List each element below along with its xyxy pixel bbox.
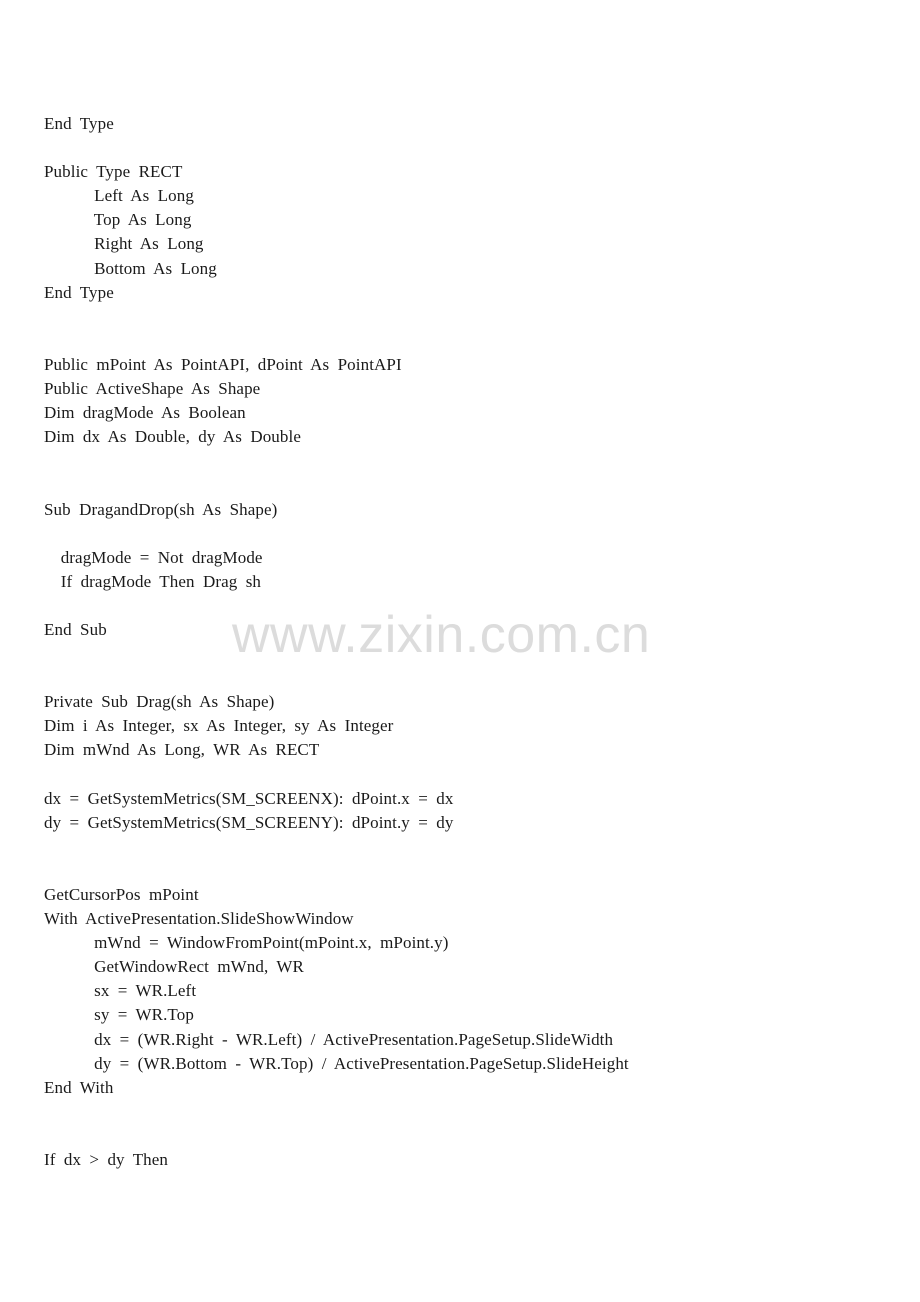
code-line: Left As Long <box>44 186 194 206</box>
code-line: dragMode = Not dragMode <box>44 547 263 567</box>
code-line: End Sub <box>44 619 107 639</box>
code-line <box>44 835 904 859</box>
watermark: www.zixin.com.cn <box>232 606 651 664</box>
code-line: End Type <box>44 282 114 302</box>
code-line: Dim mWnd As Long, WR As RECT <box>44 740 320 760</box>
code-line: dx = GetSystemMetrics(SM_SCREENX): dPoint.x = dx <box>44 788 454 808</box>
code-line <box>44 763 904 787</box>
code-line: If dx > dy Then <box>44 1150 169 1170</box>
code-line: Dim i As Integer, sx As Integer, sy As Integer <box>44 716 394 736</box>
code-line: mWnd = WindowFromPoint(mPoint.x, mPoint.y) <box>44 933 449 953</box>
code-line <box>44 642 904 666</box>
code-line: GetWindowRect mWnd, WR <box>44 957 304 977</box>
code-line: Public mPoint As PointAPI, dPoint As PointAPI <box>44 354 402 374</box>
code-line <box>44 449 904 473</box>
code-line: Sub DragandDrop(sh As Shape) <box>44 499 278 519</box>
code-line <box>44 859 904 883</box>
code-line: Dim dragMode As Boolean <box>44 403 246 423</box>
code-line: sx = WR.Left <box>44 981 197 1001</box>
code-line <box>44 1100 904 1124</box>
code-line: Private Sub Drag(sh As Shape) <box>44 692 275 712</box>
code-line: Bottom As Long <box>44 258 217 278</box>
code-line: End With <box>44 1077 114 1097</box>
code-line: If dragMode Then Drag sh <box>44 571 262 591</box>
code-line: Public Type RECT <box>44 162 183 182</box>
code-line: Dim dx As Double, dy As Double <box>44 427 301 447</box>
code-line <box>44 666 904 690</box>
code-line <box>44 1124 904 1148</box>
code-line <box>44 329 904 353</box>
code-line: End Type <box>44 114 114 133</box>
code-line <box>44 594 904 618</box>
code-line: dx = (WR.Right - WR.Left) / ActivePresentation.PageSetup.SlideWidth <box>44 1029 614 1049</box>
code-line: sy = WR.Top <box>44 1005 194 1025</box>
code-line <box>44 136 904 160</box>
code-line: GetCursorPos mPoint <box>44 885 199 904</box>
code-line <box>44 473 904 497</box>
code-line <box>44 305 904 329</box>
code-line <box>44 522 904 546</box>
code-line: dy = GetSystemMetrics(SM_SCREENY): dPoint.y = dy <box>44 812 454 832</box>
code-line: Right As Long <box>44 234 204 254</box>
code-line: dy = (WR.Bottom - WR.Top) / ActivePresentation.PageSetup.SlideHeight <box>44 1053 629 1073</box>
code-line: Public ActiveShape As Shape <box>44 379 261 399</box>
code-listing <box>44 112 904 1172</box>
code-line: Top As Long <box>44 210 192 230</box>
code-line: With ActivePresentation.SlideShowWindow <box>44 909 354 929</box>
